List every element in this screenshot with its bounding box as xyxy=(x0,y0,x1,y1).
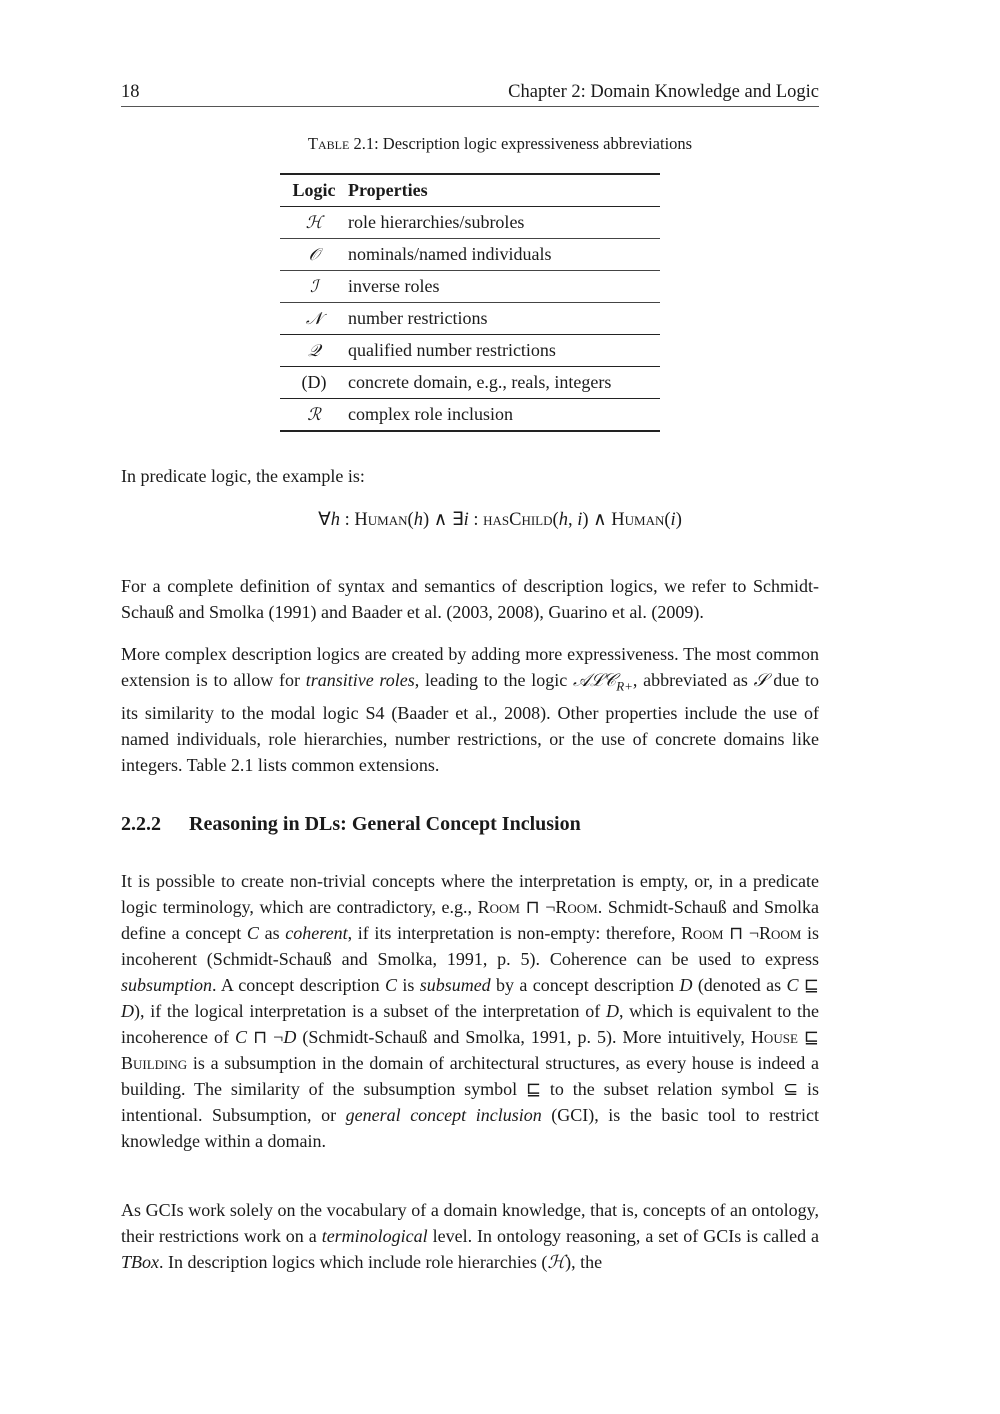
paragraph-references xyxy=(121,573,819,625)
paragraph-expressiveness xyxy=(121,641,819,778)
table-row xyxy=(280,271,660,303)
math-variable: h xyxy=(413,510,423,530)
text-run: as xyxy=(258,923,286,943)
text-run: ) xyxy=(675,510,682,530)
concept-name: Room xyxy=(681,923,724,943)
logic-property: qualified number restrictions xyxy=(348,340,556,360)
math-subscript: R+ xyxy=(616,678,633,694)
text-run: More complex description logics are created by adding more expressiveness. The most common extension is to allow for xyxy=(121,644,819,690)
table-caption xyxy=(0,134,1000,154)
emphasis: subsumed xyxy=(419,975,491,995)
text-run: As GCIs work solely on the vocabulary of a domain knowledge, that is, concepts of an ontology, their restrictions work on a xyxy=(121,1200,819,1246)
logic-symbol xyxy=(280,399,348,432)
text-run: ⊑ xyxy=(797,1027,820,1047)
emphasis: terminological xyxy=(321,1226,428,1246)
logic-symbol xyxy=(280,303,348,335)
logic-symbol-text: ℛ xyxy=(307,405,321,425)
text-run: (denoted as xyxy=(692,975,787,995)
text-run: , xyxy=(567,510,578,530)
concept-name: Human xyxy=(611,510,665,530)
math-variable: D xyxy=(679,975,693,995)
column-header-logic: Logic xyxy=(292,180,336,200)
table-row xyxy=(280,399,660,432)
math-variable: 𝒮 xyxy=(753,670,768,690)
table-row xyxy=(280,303,660,335)
table-row xyxy=(280,335,660,367)
table-row xyxy=(280,207,660,239)
text-run: is incoherent (Schmidt-Schauß and Smolka, 1991, p. 5). Coherence can be used to express xyxy=(121,923,820,969)
paragraph-tbox xyxy=(121,1197,819,1275)
logic-property: number restrictions xyxy=(348,308,488,328)
table-row xyxy=(280,239,660,271)
logic-symbol-text: (D) xyxy=(301,372,327,392)
math-variable: D xyxy=(605,1001,619,1021)
table-caption-label: Table 2.1: xyxy=(307,134,379,153)
math-variable: C xyxy=(235,1027,248,1047)
table-header-row xyxy=(280,174,660,207)
logic-property: role hierarchies/subroles xyxy=(348,212,525,232)
logic-symbol xyxy=(280,335,348,367)
table-caption-text: Description logic expressiveness abbreviations xyxy=(382,134,693,153)
concept-name: Room xyxy=(759,923,802,943)
predicate-logic-formula xyxy=(0,509,1000,531)
math-variable: i xyxy=(670,510,676,530)
math-variable: ℋ xyxy=(547,1252,566,1272)
section-heading xyxy=(121,813,581,836)
concept-name: Human xyxy=(354,510,408,530)
concept-name: hasChild xyxy=(483,510,553,530)
text-run: : xyxy=(340,510,355,530)
text-run: For a complete definition of syntax and semantics of description logics, we refer to Schmidt-Schauß and Smolka (1991) and Baader et al. (2003, 2008), Guarino et al. (2009). xyxy=(121,576,819,622)
math-variable: D xyxy=(283,1027,297,1047)
text-run: level. In ontology reasoning, a set of GCIs is called a xyxy=(427,1226,819,1246)
text-run: ( xyxy=(407,510,414,530)
text-run: , which is equivalent to the incoherence of xyxy=(121,1001,819,1047)
math-variable: C xyxy=(384,975,397,995)
text-run: . In description logics which include role hierarchies ( xyxy=(159,1252,548,1272)
logic-property: concrete domain, e.g., reals, integers xyxy=(348,372,612,392)
logic-symbol-text: ℐ xyxy=(310,277,318,297)
text-run: due to its similarity to the modal logic S4 (Baader et al., 2008). Other properties include the use of named individuals, role hierarchies, number restrictions, or the use of concrete domains like integers. Table 2.1 lists common extensions. xyxy=(121,670,819,775)
logic-symbol xyxy=(280,239,348,271)
text-run: by a concept description xyxy=(490,975,680,995)
text-run: (GCI), is the basic tool to restrict knowledge within a domain. xyxy=(121,1105,820,1151)
text-run: ⊓ ¬ xyxy=(723,923,759,943)
running-header xyxy=(121,82,819,107)
text-run: . A concept description xyxy=(212,975,385,995)
paragraph-subsumption xyxy=(121,868,819,1154)
expressiveness-table xyxy=(280,173,660,432)
text-run: ⊑ xyxy=(798,975,819,995)
text-run: ( xyxy=(664,510,671,530)
emphasis: general concept inclusion xyxy=(345,1105,542,1125)
chapter-title: Chapter 2: Domain Knowledge and Logic xyxy=(508,82,819,102)
text-run: ⊓ ¬ xyxy=(247,1027,284,1047)
logic-symbol xyxy=(280,271,348,303)
concept-name: Room xyxy=(477,897,520,917)
logic-property: inverse roles xyxy=(348,276,440,296)
section-number: 2.2.2 xyxy=(121,813,161,835)
intro-sentence: In predicate logic, the example is: xyxy=(121,466,365,486)
text-run: , leading to the logic xyxy=(414,670,573,690)
math-variable: C xyxy=(246,923,259,943)
section-title: Reasoning in DLs: General Concept Inclusion xyxy=(189,813,581,835)
text-run: , if its interpretation is non-empty: therefore, xyxy=(347,923,682,943)
logic-symbol xyxy=(280,367,348,399)
logic-property: complex role inclusion xyxy=(348,404,513,424)
math-variable: C xyxy=(786,975,799,995)
text-run: (Schmidt-Schauß and Smolka, 1991, p. 5). More intuitively, xyxy=(296,1027,751,1047)
emphasis: TBox xyxy=(121,1252,159,1272)
logic-symbol-text: 𝒬 xyxy=(307,341,321,361)
emphasis: coherent xyxy=(285,923,348,943)
math-variable: h xyxy=(330,510,341,530)
text-run: It is possible to create non-trivial concepts where the interpretation is empty, or, in a predicate logic terminology, which are contradictory, e.g., xyxy=(121,871,819,917)
text-run: ) ∧ ∃ xyxy=(422,510,464,530)
text-run: . Schmidt-Schauß and Smolka define a concept xyxy=(121,897,819,943)
logic-symbol-text: ℋ xyxy=(305,213,323,233)
text-run: is xyxy=(396,975,420,995)
emphasis: transitive roles xyxy=(305,670,415,690)
page-number: 18 xyxy=(121,82,140,102)
logic-symbol-text: 𝒪 xyxy=(308,245,320,265)
text-run: ), the xyxy=(565,1252,603,1272)
math-variable: D xyxy=(121,1001,134,1021)
concept-name: Building xyxy=(121,1053,188,1073)
logic-property: nominals/named individuals xyxy=(348,244,552,264)
math-variable: i xyxy=(463,510,469,530)
text-run: is a subsumption in the domain of architectural structures, as every house is indeed a building. The similarity of the subsumption symbol ⊑ to the subset relation symbol ⊆ is intentional. Subsumption, or xyxy=(121,1053,819,1125)
text-run: ⊓ ¬ xyxy=(519,897,556,917)
logic-symbol-text: 𝒩 xyxy=(305,309,323,329)
text-run: , abbreviated as xyxy=(632,670,754,690)
logic-symbol xyxy=(280,207,348,239)
text-run: : xyxy=(468,510,484,530)
concept-name: House xyxy=(750,1027,798,1047)
emphasis: subsumption xyxy=(121,975,213,995)
math-variable: h xyxy=(558,510,568,530)
math-variable: i xyxy=(577,510,583,530)
concept-name: Room xyxy=(555,897,598,917)
math-variable: 𝒜ℒ𝒞 xyxy=(572,670,617,690)
table-row xyxy=(280,367,660,399)
text-run: ) ∧ xyxy=(582,510,612,530)
column-header-properties: Properties xyxy=(348,180,428,200)
text-run: ), if the logical interpretation is a subset of the interpretation of xyxy=(134,1001,606,1021)
text-run: ( xyxy=(552,510,559,530)
text-run: ∀ xyxy=(318,510,331,530)
